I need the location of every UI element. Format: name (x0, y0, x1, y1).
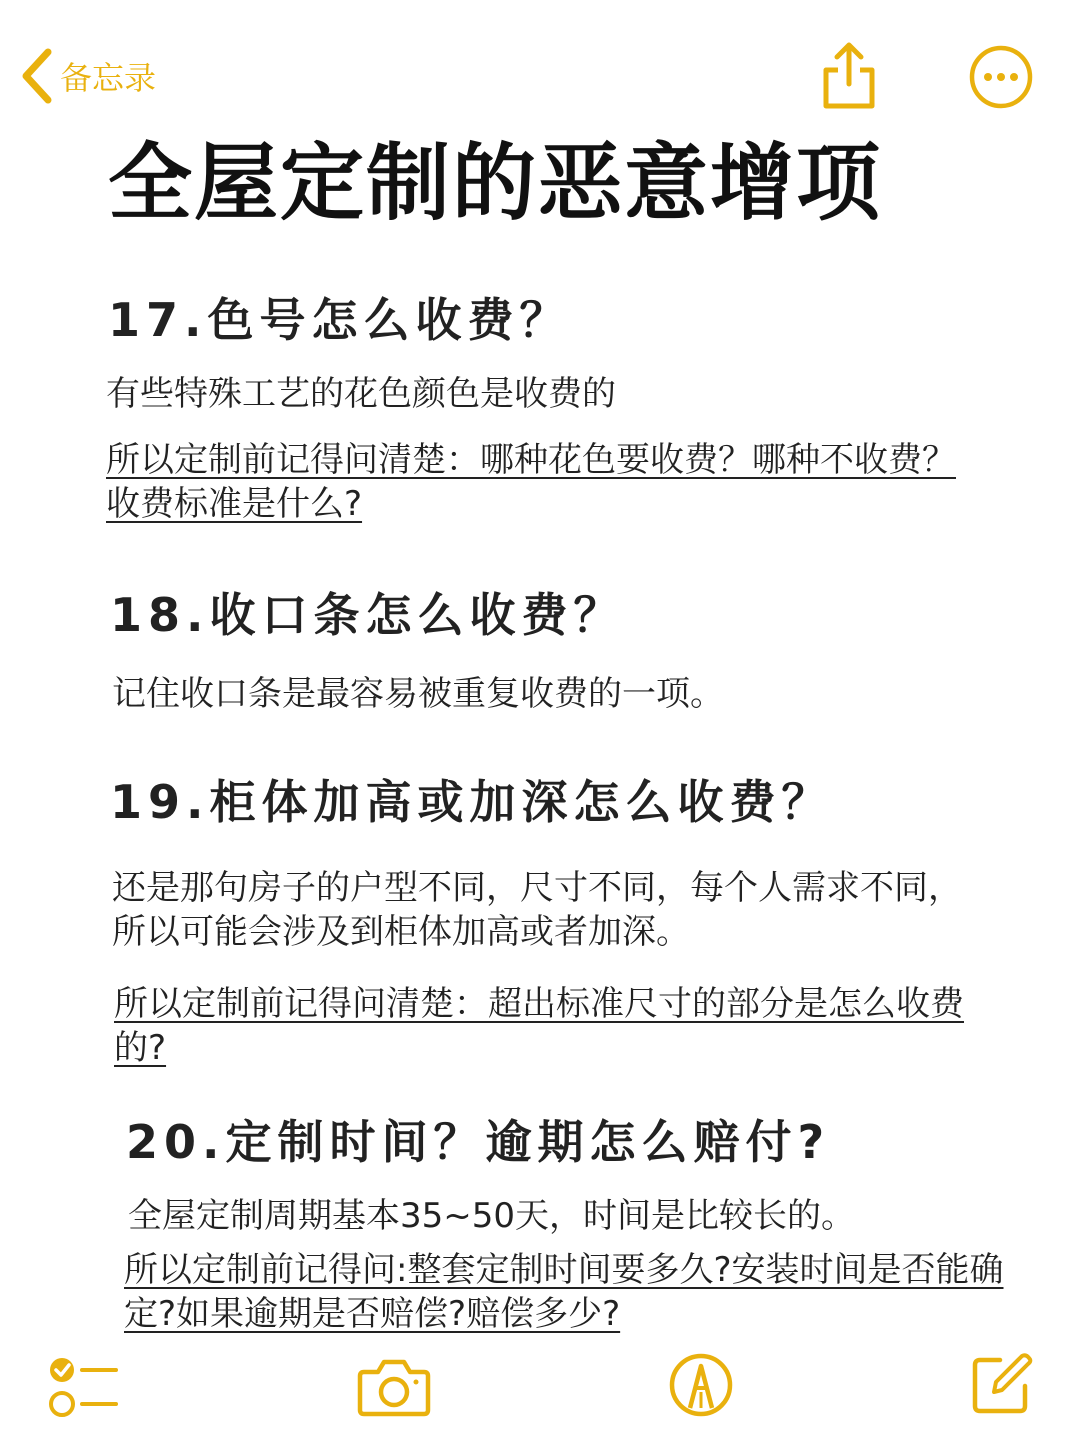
more-icon (968, 44, 1034, 110)
checklist-button[interactable] (46, 1354, 120, 1420)
camera-icon (356, 1356, 432, 1418)
section-19-question-text: 所以定制前记得问清楚：超出标准尺寸的部分是怎么收费的? (114, 984, 964, 1068)
markup-button[interactable] (668, 1352, 734, 1418)
section-19-text: 还是那句房子的户型不同，尺寸不同，每个人需求不同，所以可能会涉及到柜体加高或者加深。 (112, 868, 962, 952)
share-icon (818, 40, 880, 112)
section-heading-18: 18.收口条怎么收费？ (110, 588, 626, 642)
back-button[interactable] (20, 48, 156, 104)
camera-button[interactable] (356, 1356, 432, 1418)
section-20-text: 全屋定制周期基本35~50天，时间是比较长的。 (128, 1196, 856, 1236)
section-20-question (124, 1248, 1004, 1336)
section-17-text: 有些特殊工艺的花色颜色是收费的 (106, 374, 616, 414)
compose-icon (970, 1352, 1034, 1416)
section-heading-20: 20.定制时间？逾期怎么赔付? (126, 1115, 831, 1169)
section-17-question-text: 所以定制前记得问清楚：哪种花色要收费？哪种不收费？收费标准是什么? (106, 440, 956, 524)
section-20-question-text: 所以定制前记得问:整套定制时间要多久?安装时间是否能确定?如果逾期是否赔偿?赔偿多少? (124, 1250, 1004, 1334)
more-button[interactable] (968, 44, 1034, 110)
note-title: 全屋定制的恶意增项 (108, 134, 883, 232)
share-button[interactable] (818, 40, 880, 112)
compose-button[interactable] (970, 1352, 1034, 1416)
section-heading-17: 17.色号怎么收费？ (108, 293, 572, 347)
section-heading-19: 19.柜体加高或加深怎么收费？ (110, 775, 834, 829)
checklist-icon (46, 1354, 120, 1420)
navigation-bar (0, 0, 1080, 140)
section-18-text: 记住收口条是最容易被重复收费的一项。 (112, 674, 724, 714)
section-19-question (114, 982, 1004, 1070)
bottom-toolbar (0, 1340, 1080, 1440)
chevron-left-icon (20, 48, 54, 104)
section-17-question (106, 438, 956, 526)
back-label: 备忘录 (60, 59, 157, 97)
markup-pen-icon (668, 1352, 734, 1418)
